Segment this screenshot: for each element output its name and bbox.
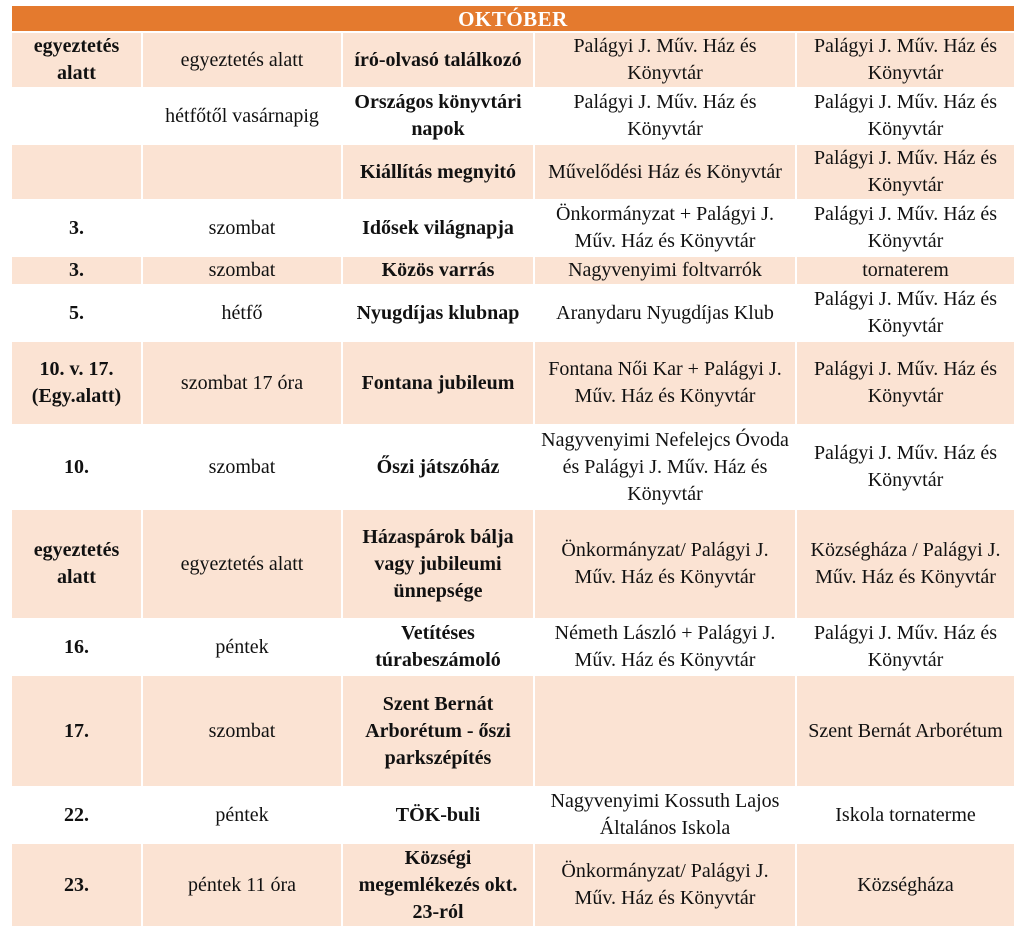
event-cell: író-olvasó találkozó bbox=[342, 32, 534, 88]
day-cell bbox=[142, 144, 342, 200]
date-cell: 23. bbox=[11, 843, 142, 927]
venue-cell: Községháza / Palágyi J. Műv. Ház és Könyvtár bbox=[796, 509, 1015, 619]
organizer-cell: Önkormányzat/ Palágyi J. Műv. Ház és Könyvtár bbox=[534, 843, 796, 927]
day-cell: szombat bbox=[142, 256, 342, 285]
day-cell: szombat 17 óra bbox=[142, 341, 342, 425]
venue-cell: Palágyi J. Műv. Ház és Könyvtár bbox=[796, 285, 1015, 341]
table-row bbox=[11, 509, 1015, 619]
table-row bbox=[11, 285, 1015, 341]
date-cell: 22. bbox=[11, 787, 142, 843]
event-cell: Országos könyvtári napok bbox=[342, 88, 534, 144]
organizer-cell: Önkormányzat/ Palágyi J. Műv. Ház és Könyvtár bbox=[534, 509, 796, 619]
event-cell: Kiállítás megnyitó bbox=[342, 144, 534, 200]
date-cell: egyeztetés alatt bbox=[11, 32, 142, 88]
organizer-cell: Önkormányzat + Palágyi J. Műv. Ház és Könyvtár bbox=[534, 200, 796, 256]
venue-cell: Palágyi J. Műv. Ház és Könyvtár bbox=[796, 88, 1015, 144]
venue-cell: Szent Bernát Arborétum bbox=[796, 675, 1015, 787]
organizer-cell: Palágyi J. Műv. Ház és Könyvtár bbox=[534, 32, 796, 88]
table-row bbox=[11, 200, 1015, 256]
event-cell: Idősek világnapja bbox=[342, 200, 534, 256]
date-cell: 3. bbox=[11, 200, 142, 256]
event-cell: Szent Bernát Arborétum - őszi parkszépítés bbox=[342, 675, 534, 787]
table-row bbox=[11, 425, 1015, 509]
venue-cell: Palágyi J. Műv. Ház és Könyvtár bbox=[796, 200, 1015, 256]
event-cell: Házaspárok bálja vagy jubileumi ünnepsége bbox=[342, 509, 534, 619]
day-cell: péntek bbox=[142, 619, 342, 675]
date-cell: 17. bbox=[11, 675, 142, 787]
day-cell: péntek bbox=[142, 787, 342, 843]
organizer-cell: Aranydaru Nyugdíjas Klub bbox=[534, 285, 796, 341]
day-cell: péntek 11 óra bbox=[142, 843, 342, 927]
events-table bbox=[10, 4, 1016, 928]
organizer-cell: Nagyvenyimi foltvarrók bbox=[534, 256, 796, 285]
day-cell: egyeztetés alatt bbox=[142, 509, 342, 619]
event-cell: Őszi játszóház bbox=[342, 425, 534, 509]
table-row bbox=[11, 619, 1015, 675]
venue-cell: Községháza bbox=[796, 843, 1015, 927]
table-row bbox=[11, 787, 1015, 843]
date-cell: egyeztetés alatt bbox=[11, 509, 142, 619]
organizer-cell: Fontana Női Kar + Palágyi J. Műv. Ház és Könyvtár bbox=[534, 341, 796, 425]
venue-cell: Iskola tornaterme bbox=[796, 787, 1015, 843]
day-cell: hétfőtől vasárnapig bbox=[142, 88, 342, 144]
date-cell bbox=[11, 88, 142, 144]
table-row bbox=[11, 256, 1015, 285]
date-cell: 10. bbox=[11, 425, 142, 509]
day-cell: egyeztetés alatt bbox=[142, 32, 342, 88]
date-cell bbox=[11, 144, 142, 200]
month-header-row bbox=[11, 5, 1015, 32]
event-cell: Fontana jubileum bbox=[342, 341, 534, 425]
date-cell: 10. v. 17. (Egy.alatt) bbox=[11, 341, 142, 425]
table-row bbox=[11, 843, 1015, 927]
organizer-cell: Nagyvenyimi Nefelejcs Óvoda és Palágyi J. Műv. Ház és Könyvtár bbox=[534, 425, 796, 509]
event-cell: Vetítéses túrabeszámoló bbox=[342, 619, 534, 675]
venue-cell: Palágyi J. Műv. Ház és Könyvtár bbox=[796, 425, 1015, 509]
date-cell: 16. bbox=[11, 619, 142, 675]
event-cell: TÖK-buli bbox=[342, 787, 534, 843]
venue-cell: Palágyi J. Műv. Ház és Könyvtár bbox=[796, 32, 1015, 88]
venue-cell: tornaterem bbox=[796, 256, 1015, 285]
event-cell: Közös varrás bbox=[342, 256, 534, 285]
date-cell: 3. bbox=[11, 256, 142, 285]
venue-cell: Palágyi J. Műv. Ház és Könyvtár bbox=[796, 341, 1015, 425]
organizer-cell: Németh László + Palágyi J. Műv. Ház és Könyvtár bbox=[534, 619, 796, 675]
table-row bbox=[11, 675, 1015, 787]
table-row bbox=[11, 88, 1015, 144]
table-row bbox=[11, 144, 1015, 200]
day-cell: szombat bbox=[142, 425, 342, 509]
venue-cell: Palágyi J. Műv. Ház és Könyvtár bbox=[796, 619, 1015, 675]
month-title: OKTÓBER bbox=[11, 5, 1015, 32]
schedule-container bbox=[10, 4, 1014, 928]
organizer-cell: Palágyi J. Műv. Ház és Könyvtár bbox=[534, 88, 796, 144]
event-cell: Nyugdíjas klubnap bbox=[342, 285, 534, 341]
day-cell: szombat bbox=[142, 675, 342, 787]
table-row bbox=[11, 341, 1015, 425]
table-row bbox=[11, 32, 1015, 88]
venue-cell: Palágyi J. Műv. Ház és Könyvtár bbox=[796, 144, 1015, 200]
organizer-cell bbox=[534, 675, 796, 787]
organizer-cell: Nagyvenyimi Kossuth Lajos Általános Iskola bbox=[534, 787, 796, 843]
date-cell: 5. bbox=[11, 285, 142, 341]
day-cell: hétfő bbox=[142, 285, 342, 341]
organizer-cell: Művelődési Ház és Könyvtár bbox=[534, 144, 796, 200]
event-cell: Községi megemlékezés okt. 23-ról bbox=[342, 843, 534, 927]
day-cell: szombat bbox=[142, 200, 342, 256]
